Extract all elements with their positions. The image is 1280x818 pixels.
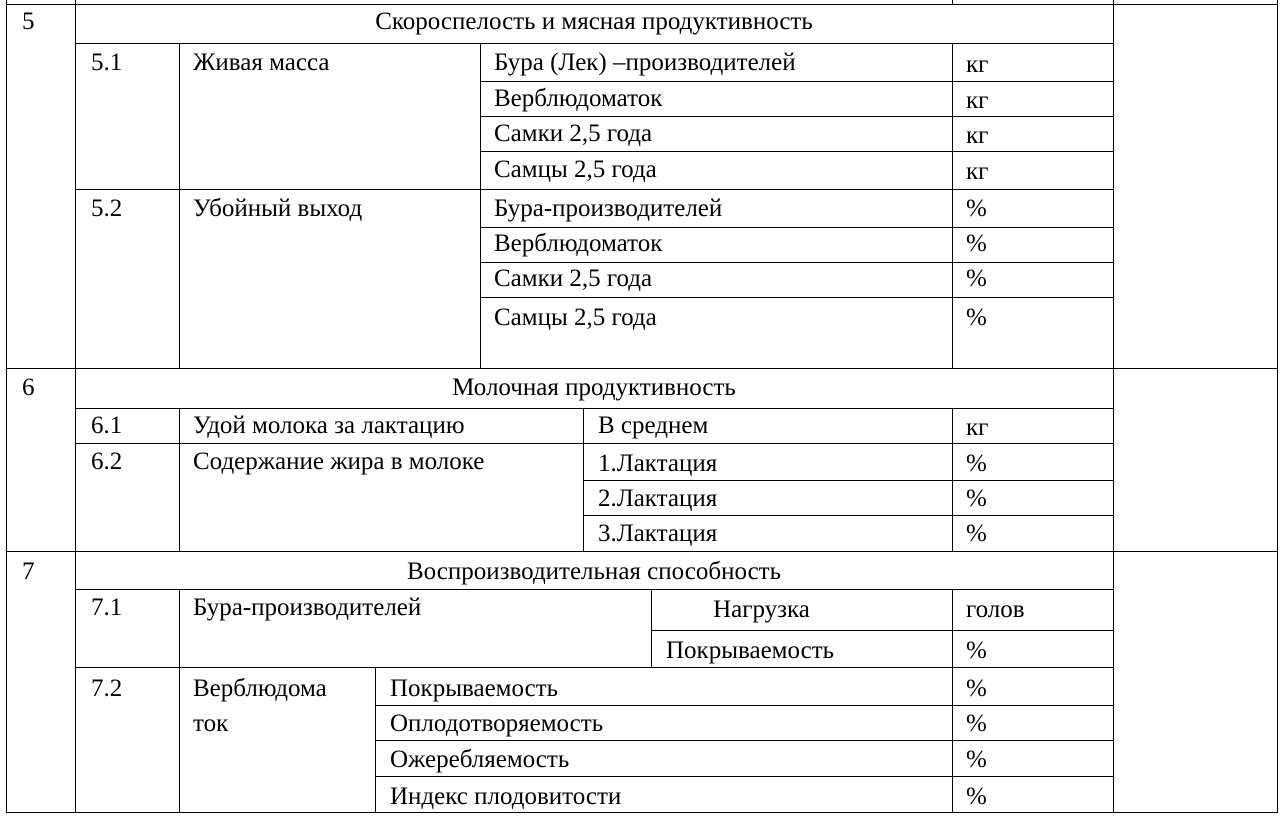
row-divider (480, 81, 1113, 82)
row-divider (75, 667, 1113, 668)
unit-label: % (966, 520, 987, 547)
row-divider (375, 705, 1113, 706)
unit-label: голов (966, 596, 1025, 623)
unit-label: % (966, 485, 987, 512)
unit-label: % (966, 675, 987, 702)
unit-label: % (966, 195, 987, 222)
item-label: Оплодотворяемость (390, 710, 604, 737)
section-number: 5 (22, 8, 35, 35)
row-number: 6.1 (91, 412, 123, 439)
row-divider (480, 227, 1113, 228)
column-divider (952, 408, 953, 552)
indicator-label: ток (193, 710, 229, 737)
unit-label: % (966, 746, 987, 773)
item-label: Самцы 2,5 года (494, 156, 657, 183)
unit-label: кг (966, 122, 989, 149)
item-label: Самки 2,5 года (494, 265, 653, 292)
row-number: 6.2 (91, 448, 123, 475)
unit-label: % (966, 710, 987, 737)
section-divider (6, 551, 1278, 552)
row-divider (480, 151, 1113, 152)
column-divider (375, 667, 376, 813)
item-label: Покрываемость (390, 675, 559, 702)
row-divider (651, 630, 1113, 631)
unit-label: кг (966, 51, 989, 78)
column-divider (952, 0, 953, 5)
row-divider (375, 776, 1113, 777)
row-number: 5.1 (91, 49, 123, 76)
column-divider (583, 408, 584, 552)
item-label: 3.Лактация (598, 520, 718, 547)
row-divider (75, 189, 1113, 190)
section-divider (6, 368, 1278, 369)
section-title: Воспроизводительная способность (407, 558, 781, 585)
item-label: Покрываемость (666, 637, 835, 664)
item-label: Индекс плодовитости (390, 783, 622, 810)
row-divider (583, 480, 1113, 481)
column-divider (1113, 0, 1114, 813)
section-number: 6 (22, 374, 35, 401)
indicator-label: Удой молока за лактацию (193, 412, 465, 439)
row-divider (75, 589, 1113, 590)
row-divider (75, 43, 1113, 44)
row-divider (480, 262, 1113, 263)
unit-label: % (966, 304, 987, 331)
item-label: 1.Лактация (598, 450, 718, 477)
table-top-border (6, 4, 1278, 5)
item-label: Бура-производителей (494, 195, 723, 222)
item-label: Самки 2,5 года (494, 120, 653, 147)
unit-label: % (966, 637, 987, 664)
row-number: 7.1 (91, 594, 123, 621)
section-number: 7 (22, 558, 35, 585)
unit-label: кг (966, 158, 989, 185)
unit-label: % (966, 230, 987, 257)
indicator-label: Убойный выход (193, 195, 363, 222)
table-left-border (6, 0, 7, 813)
item-label: Бура (Лек) –производителей (494, 49, 796, 76)
table-bottom-border (6, 812, 1278, 813)
section-title: Скороспелость и мясная продуктивность (375, 8, 813, 35)
table-right-border (1277, 0, 1278, 813)
indicator-label: Верблюдома (193, 675, 327, 702)
indicator-label: Живая масса (193, 49, 330, 76)
row-divider (375, 740, 1113, 741)
row-number: 5.2 (91, 195, 123, 222)
unit-label: % (966, 783, 987, 810)
row-number: 7.2 (91, 675, 123, 702)
section-title: Молочная продуктивность (452, 374, 736, 401)
unit-label: кг (966, 87, 989, 114)
unit-label: % (966, 265, 987, 292)
row-divider (583, 515, 1113, 516)
column-divider (179, 43, 180, 369)
row-divider (75, 443, 1113, 444)
column-divider (952, 589, 953, 813)
item-label: Самцы 2,5 года (494, 304, 657, 331)
column-divider (75, 0, 76, 813)
item-label: 2.Лактация (598, 485, 718, 512)
item-label: Ожеребляемость (390, 746, 570, 773)
unit-label: % (966, 450, 987, 477)
item-label: Верблюдоматок (494, 85, 663, 112)
row-divider (480, 297, 1113, 298)
item-label: В среднем (598, 412, 709, 439)
column-divider (179, 408, 180, 552)
column-divider (179, 589, 180, 813)
item-label: Нагрузка (713, 596, 810, 623)
indicator-label: Содержание жира в молоке (193, 448, 485, 475)
unit-label: кг (966, 414, 989, 441)
row-divider (75, 408, 1113, 409)
row-divider (480, 116, 1113, 117)
column-divider (952, 43, 953, 369)
indicator-label: Бура-производителей (193, 594, 422, 621)
item-label: Верблюдоматок (494, 230, 663, 257)
column-divider (480, 43, 481, 369)
